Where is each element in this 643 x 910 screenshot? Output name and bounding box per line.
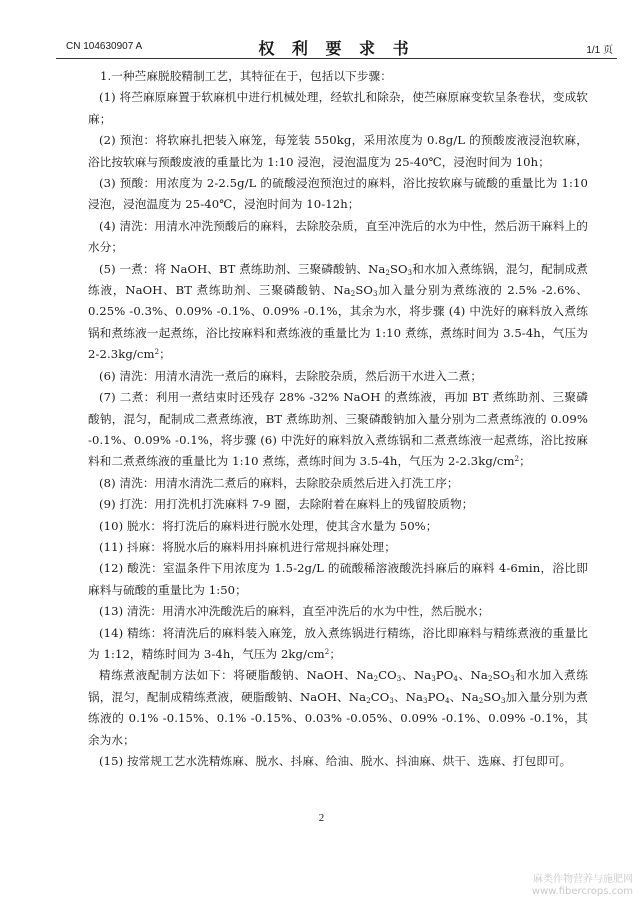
claim-step: (2) 预泡：将软麻扎把装入麻笼，每笼装 550kg，采用浓度为 0.8g/L 的预酸废液浸泡软麻，浴比按软麻与预酸废液的重量比为 1:10 浸泡，浸泡温度为 25-40℃，浸泡时间为 10h；	[88, 133, 588, 169]
claim-step: (14) 精练：将清洗后的麻料装入麻笼，放入煮练锅进行精练，浴比即麻料与精练煮液的重量比为 1:12，精练时间为 3-4h，气压为 $2kg/cm^2$；	[88, 625, 588, 661]
subscript: 3	[501, 696, 506, 705]
subscript: 2	[366, 696, 371, 705]
watermark-url: www.fibercrops.com	[531, 886, 633, 897]
subscript: 4	[453, 675, 458, 684]
claim-step: (3) 预酸：用浓度为 2-2.5g/L 的硫酸浸泡预泡过的麻料，浴比按软麻与硫酸的重量比为 1:10 浸泡，浸泡温度为 25-40℃，浸泡时间为 10-12h；	[88, 176, 588, 212]
subscript: 3	[407, 268, 413, 277]
page-header	[56, 36, 617, 59]
subscript: 3	[510, 675, 515, 684]
claim-step: (8) 清洗：用清水清洗二煮后的麻料，去除胶杂质然后进入打洗工序；	[99, 475, 459, 490]
claim-step: (5) 一煮：将 NaOH、BT 煮练助剂、三聚磷酸钠、$Na_2SO_3$和水加入煮练锅，混匀，配制成煮练液，NaOH、BT 煮练助剂、三聚磷酸钠、$Na_2SO_3$加入量分别为煮练液的 2.5% -2.6%、0.25% -0.3%、0.09% -0.1%、0.09% -0.1%，其余为水，将步骤 (4) 中洗好的麻料放入煮练锅和煮练液一起煮练，浴比按麻料和煮练液的重量比为 1:10 煮练，煮练时间为 3.5-4h，气压为 $2-2.3kg/cm^2$；	[88, 261, 588, 362]
claim-step: 精练煮液配制方法如下：将硬脂酸钠、NaOH、$Na_2CO_3$、$Na_3PO_4$、$Na_2SO_3$和水加入煮练锅，混匀，配制成精练煮液，硬脂酸钠、NaOH、$Na_2CO_3$、$Na_3PO_4$、$Na_2SO_3$加入量分别为煮练液的 0.1% -0.15%、0.1% -0.15%、0.03% -0.05%、0.09% -0.1%、0.09% -0.1%，其余为水；	[88, 668, 589, 747]
subscript: 3	[431, 675, 436, 684]
subscript: 3	[372, 290, 378, 299]
page-indicator: 1/1 页	[586, 45, 613, 56]
subscript: 3	[396, 675, 402, 684]
claim-step: (6) 清洗：用清水清洗一煮后的麻料，去除胶杂质，然后沥干水进入二煮；	[99, 368, 483, 383]
claims-body	[88, 66, 588, 772]
subscript: 3	[389, 696, 394, 705]
claim-step: (10) 脱水：将打洗后的麻料进行脱水处理，使其含水量为 50%；	[99, 518, 438, 533]
patent-number: CN 104630907 A	[66, 41, 143, 52]
claim-step: (1) 将苎麻原麻置于软麻机中进行机械处理，经软扎和除杂，使苎麻原麻变软呈条卷状，变成软麻；	[88, 90, 588, 126]
watermark-name: 麻类作物营养与施肥网	[533, 874, 633, 885]
subscript: 2	[350, 290, 356, 299]
claim-step: (15) 按常规工艺水洗精炼麻、脱水、抖麻、给油、脱水、抖油麻、烘干、选麻、打包即可。	[99, 754, 572, 768]
subscript: 2	[478, 696, 484, 705]
subscript: 4	[445, 696, 450, 705]
superscript: 2	[324, 647, 330, 656]
superscript: 2	[514, 455, 520, 464]
subscript: 2	[487, 675, 493, 684]
claim-step: (11) 抖麻：将脱水后的麻料用抖麻机进行常规抖麻处理；	[99, 539, 396, 554]
claim-step: (4) 清洗：用清水冲洗预酸后的麻料，去除胶杂质，直至冲洗后的水为中性，然后沥干麻料上的水分；	[88, 218, 588, 255]
site-watermark	[532, 874, 633, 898]
claim-intro: 1.一种苎麻脱胶精制工艺，其特征在于，包括以下步骤：	[100, 69, 392, 83]
claim-step: (13) 清洗：用清水冲洗酸洗后的麻料，直至冲洗后的水为中性，然后脱水；	[99, 604, 490, 619]
claim-step: (9) 打洗：用打洗机打洗麻料 7-9 圈，去除附着在麻料上的残留胶质物；	[99, 497, 474, 512]
document-title: 权 利 要 求 书	[258, 39, 415, 58]
claim-step: (7) 二煮：利用一煮结束时还残存 28% -32% NaOH 的煮练液，再加 BT 煮练助剂、三聚磷酸钠，混匀，配制成二煮煮练液，BT 煮练助剂、三聚磷酸钠加入量分别为二煮煮练液的 0.09% -0.1%、0.09% -0.1%，将步骤 (6) 中洗好的麻料放入煮练锅和二煮煮练液一起煮练，浴比按麻料和二煮煮练液的重量比为 1:10 煮练，煮练时间为 3.5-4h，气压为 $2-2.3kg/cm^2$；	[88, 390, 588, 469]
claim-step: (12) 酸洗：室温条件下用浓度为 1.5-2g/L 的硫酸稀溶液酸洗抖麻后的麻料 4-6min，浴比即麻料与硫酸的重量比为 1:50；	[88, 561, 588, 597]
superscript: 2	[154, 348, 160, 357]
subscript: 2	[373, 675, 379, 684]
subscript: 2	[385, 268, 390, 277]
subscript: 3	[423, 696, 428, 705]
page-number: 2	[318, 812, 325, 824]
